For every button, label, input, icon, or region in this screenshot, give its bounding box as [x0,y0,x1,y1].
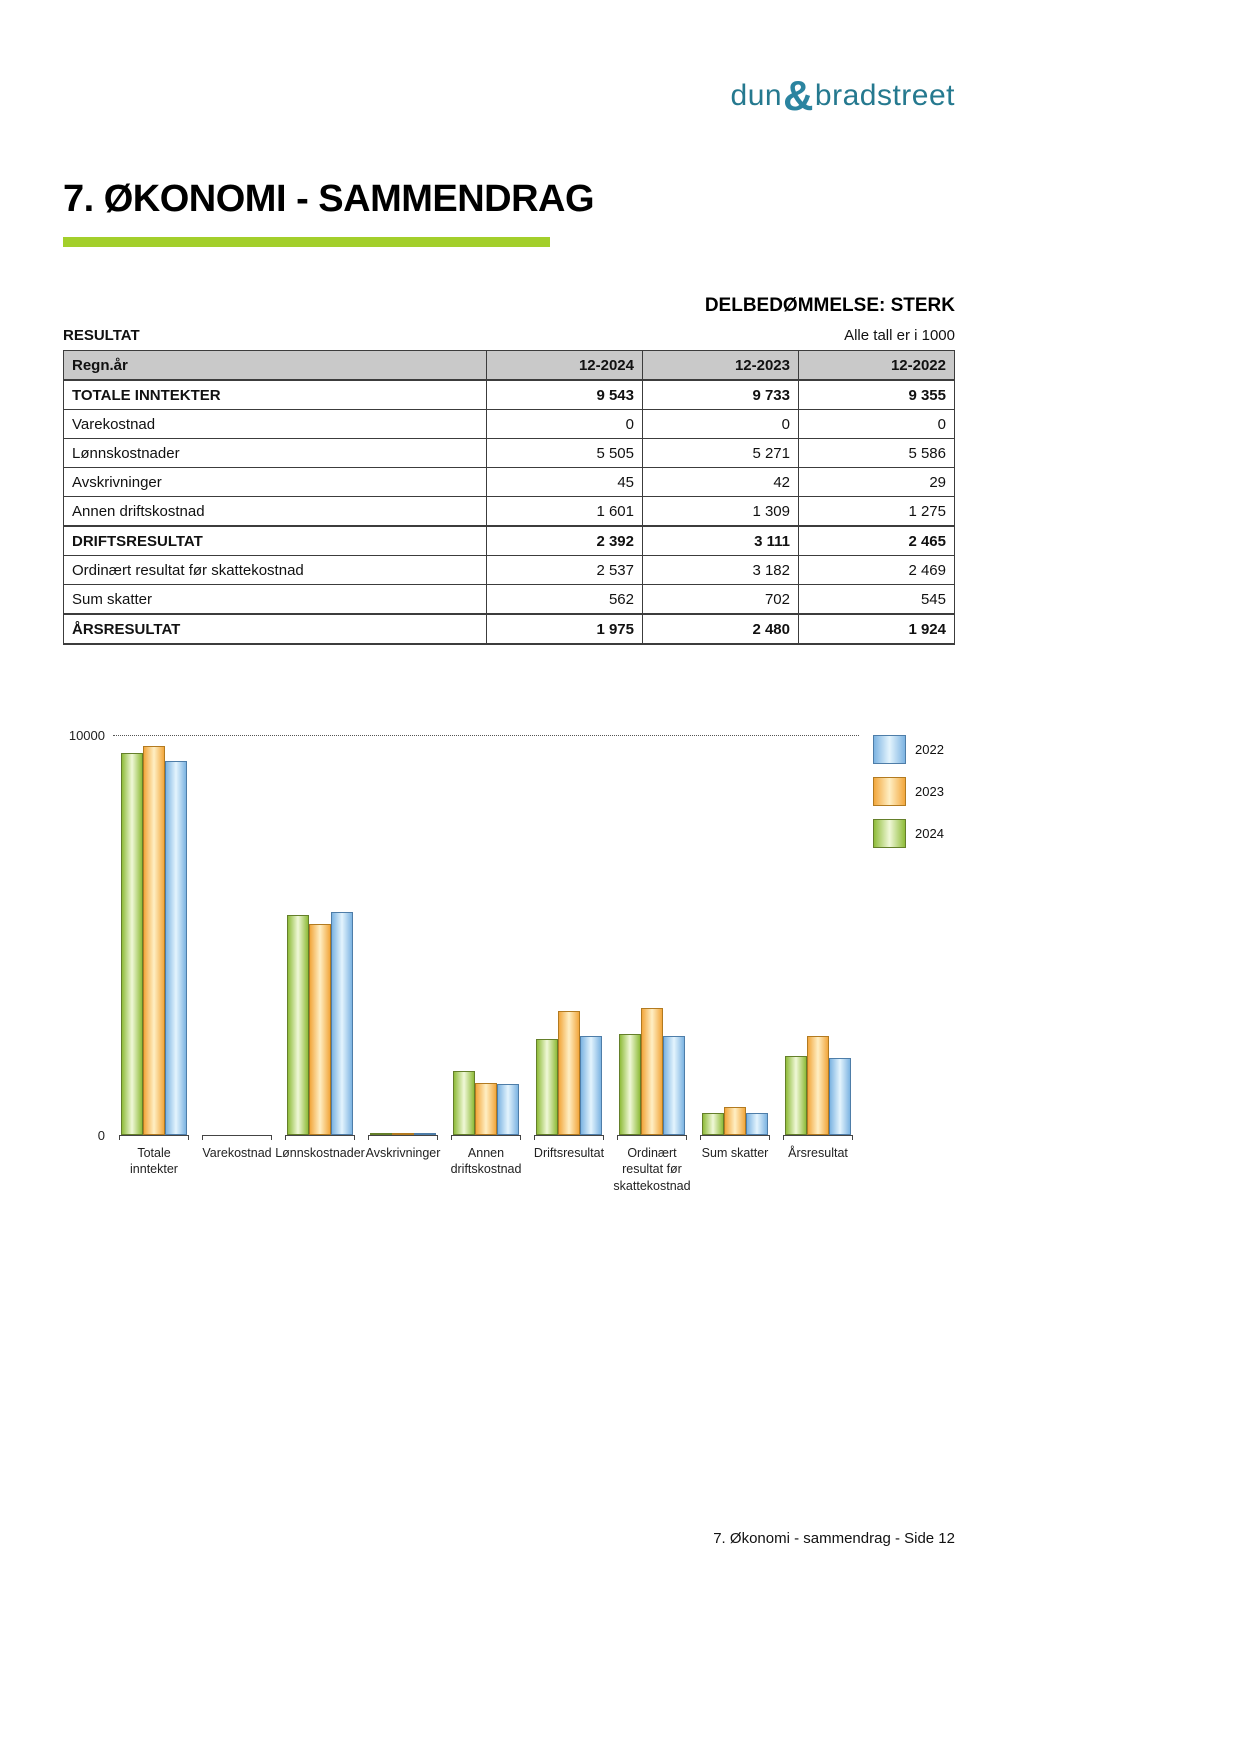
bar-2024 [536,1039,558,1135]
row-value: 1 924 [799,614,955,644]
result-table [63,350,955,645]
bar-2023 [309,924,331,1135]
category-bracket [783,1135,853,1140]
logo-word-dun: dun [730,79,783,112]
table-row [64,585,955,615]
bar-group [121,735,187,1135]
table-row [64,556,955,585]
section-label: RESULTAT [63,327,140,344]
result-bar-chart [63,728,955,1194]
legend-swatch-2022 [873,735,906,764]
category-bracket [368,1135,438,1140]
category-label: Annen driftskostnad [450,1146,522,1177]
category-label: Ordinært resultat før skattekostnad [613,1146,691,1193]
category-label: Driftsresultat [533,1146,605,1160]
category-label: Sum skatter [701,1146,769,1160]
bar-2022 [663,1036,685,1135]
table-meta-row [63,327,955,344]
column-header-2024: 12-2024 [487,351,643,381]
bar-2023 [724,1107,746,1135]
chart-legend [859,735,955,1194]
chart-category [530,735,608,1161]
row-value: 42 [643,468,799,497]
row-label: TOTALE INNTEKTER [64,380,487,410]
row-value: 2 480 [643,614,799,644]
bar-2024 [453,1071,475,1135]
legend-label: 2023 [915,784,944,799]
bar-2024 [785,1056,807,1135]
title-accent-bar [63,237,550,247]
bar-2022 [580,1036,602,1135]
legend-swatch-2023 [873,777,906,806]
row-value: 3 182 [643,556,799,585]
bar-2024 [619,1034,641,1136]
result-table-body [64,380,955,644]
row-value: 1 275 [799,497,955,527]
category-bracket [700,1135,770,1140]
row-value: 45 [487,468,643,497]
bar-group [536,735,602,1135]
category-label: Totale inntekter [130,1146,178,1177]
row-value: 5 586 [799,439,955,468]
logo-row [63,72,955,120]
category-bracket [617,1135,687,1140]
bar-group [702,735,768,1135]
bar-2022 [829,1058,851,1135]
page-title: 7. ØKONOMI - SAMMENDRAG [63,178,595,220]
chart-category [275,735,365,1161]
chart-y-axis [63,728,113,1194]
gridline-top [113,735,859,736]
bar-2024 [121,753,143,1135]
category-label: Årsresultat [788,1146,848,1160]
row-value: 2 392 [487,526,643,556]
row-label: Ordinært resultat før skattekostnad [64,556,487,585]
bar-2023 [558,1011,580,1135]
logo-word-bradstreet: bradstreet [814,79,955,112]
table-row [64,468,955,497]
bar-2023 [807,1036,829,1135]
legend-item [873,735,955,764]
table-row [64,614,955,644]
row-value: 2 469 [799,556,955,585]
row-value: 2 537 [487,556,643,585]
category-label: Lønnskostnader [275,1146,365,1160]
row-value: 5 271 [643,439,799,468]
y-tick-zero: 0 [97,1128,105,1143]
row-label: DRIFTSRESULTAT [64,526,487,556]
bar-2022 [746,1113,768,1135]
category-bracket [119,1135,189,1140]
page-content [63,0,955,1194]
bar-2024 [287,915,309,1135]
chart-category [364,735,442,1161]
legend-item [873,777,955,806]
row-value: 702 [643,585,799,615]
column-header-2023: 12-2023 [643,351,799,381]
row-value: 0 [643,410,799,439]
row-value: 545 [799,585,955,615]
legend-label: 2022 [915,742,944,757]
category-bracket [451,1135,521,1140]
row-value: 29 [799,468,955,497]
category-label: Varekostnad [202,1146,272,1160]
row-label: Varekostnad [64,410,487,439]
bar-2023 [641,1008,663,1135]
row-value: 5 505 [487,439,643,468]
ampersand-icon: & [783,72,814,119]
table-row [64,497,955,527]
bar-group [287,735,353,1135]
legend-swatch-2024 [873,819,906,848]
bar-2023 [475,1083,497,1135]
bar-group [370,735,436,1135]
category-bracket [202,1135,272,1140]
bar-2022 [331,912,353,1135]
chart-category [696,735,774,1161]
category-bracket [285,1135,355,1140]
chart-category [115,735,193,1178]
bar-group [619,735,685,1135]
chart-category [779,735,857,1161]
y-tick-max: 10000 [68,728,105,743]
bar-group [204,735,270,1135]
result-table-head [64,351,955,381]
bar-group [453,735,519,1135]
chart-category [613,735,691,1194]
table-row [64,439,955,468]
row-value: 562 [487,585,643,615]
legend-item [873,819,955,848]
sub-assessment: DELBEDØMMELSE: STERK [704,295,955,316]
page-footer: 7. Økonomi - sammendrag - Side 12 [713,1530,955,1547]
legend-label: 2024 [915,826,944,841]
row-value: 9 543 [487,380,643,410]
table-row [64,410,955,439]
units-note: Alle tall er i 1000 [844,327,955,344]
row-value: 1 309 [643,497,799,527]
category-bracket [534,1135,604,1140]
bar-2024 [702,1113,724,1136]
table-header-row [64,351,955,381]
category-label: Avskrivninger [365,1146,441,1160]
bar-2023 [143,746,165,1135]
row-label: Lønnskostnader [64,439,487,468]
bar-2022 [497,1084,519,1135]
column-header-2022: 12-2022 [799,351,955,381]
row-value: 9 355 [799,380,955,410]
row-value: 3 111 [643,526,799,556]
row-label: Annen driftskostnad [64,497,487,527]
chart-groups [113,735,859,1194]
table-row [64,526,955,556]
dun-bradstreet-logo [730,72,955,119]
bar-group [785,735,851,1135]
bar-2022 [165,761,187,1135]
row-value: 2 465 [799,526,955,556]
row-value: 0 [799,410,955,439]
table-row [64,380,955,410]
column-header-regnar: Regn.år [64,351,487,381]
row-value: 1 601 [487,497,643,527]
chart-category [447,735,525,1178]
row-label: ÅRSRESULTAT [64,614,487,644]
row-value: 1 975 [487,614,643,644]
row-value: 0 [487,410,643,439]
row-label: Sum skatter [64,585,487,615]
row-value: 9 733 [643,380,799,410]
chart-plot-area [113,735,859,1194]
row-label: Avskrivninger [64,468,487,497]
chart-category [198,735,276,1161]
